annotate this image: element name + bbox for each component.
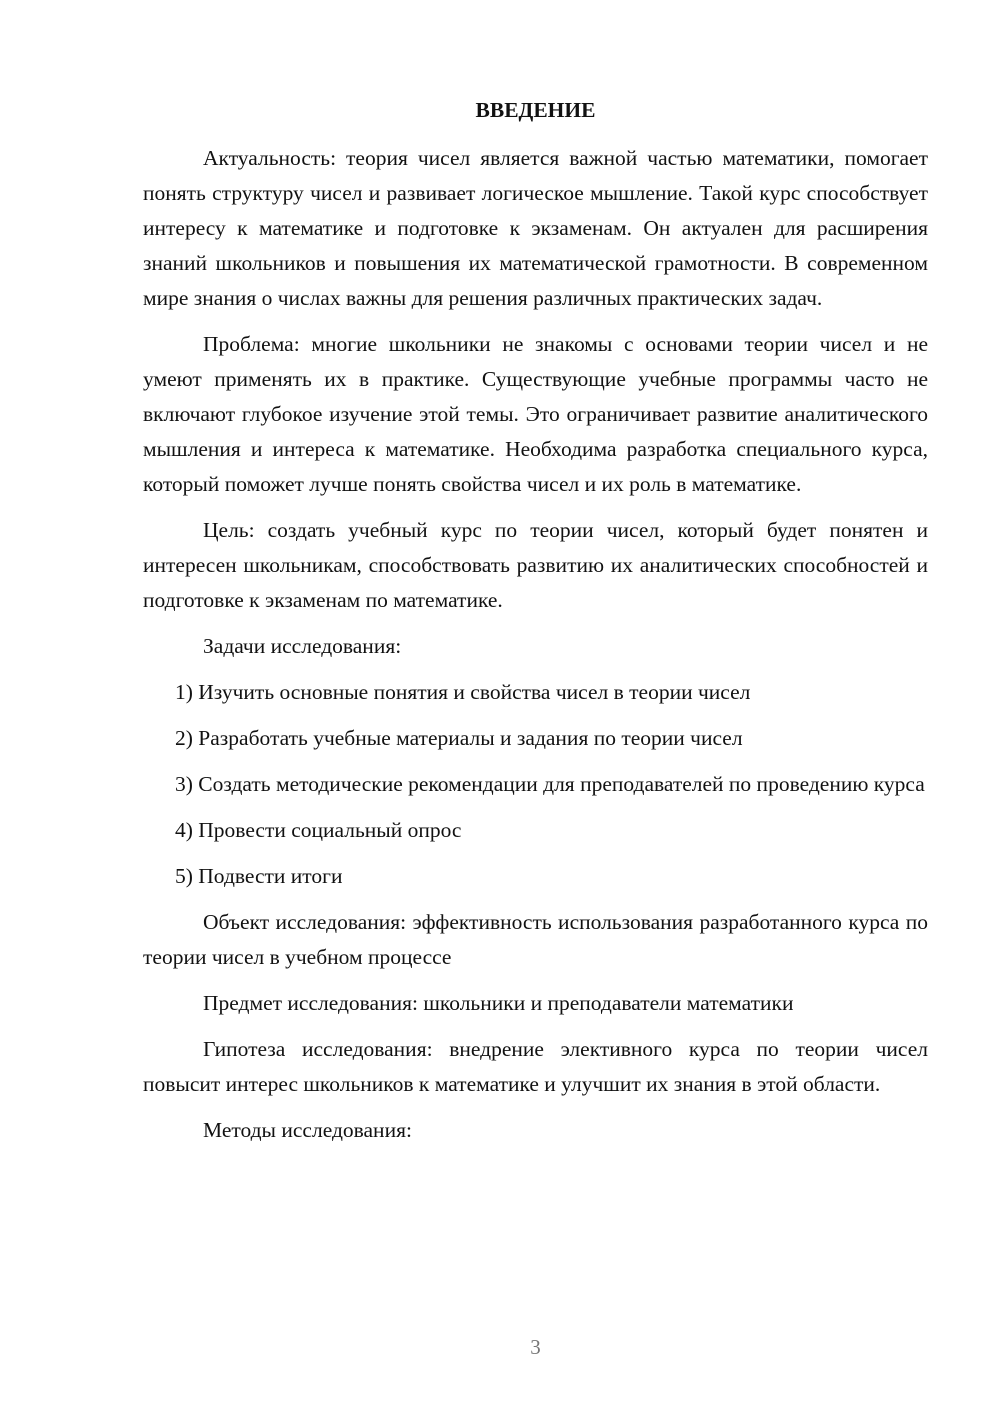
task-item-1: 1) Изучить основные понятия и свойства чисел в теории чисел [175,680,751,704]
task-item-3: 3) Создать методические рекомендации для преподавателей по проведению курса [175,772,925,796]
task-item-4: 4) Провести социальный опрос [175,818,462,842]
paragraph-object: Объект исследования: эффективность использования разработанного курса по теории чисел в учебном процессе [143,910,928,969]
task-item-5: 5) Подвести итоги [175,864,343,888]
paragraph-tasks-heading: Задачи исследования: [203,634,402,658]
task-item-2: 2) Разработать учебные материалы и задания по теории чисел [175,726,743,750]
paragraph-subject: Предмет исследования: школьники и преподаватели математики [203,991,794,1015]
section-title: ВВЕДЕНИЕ [475,98,596,122]
paragraph-goal: Цель: создать учебный курс по теории чисел, который будет понятен и интересен школьникам, способствовать развитию их аналитических способностей и подготовке к экзаменам по математике. [143,518,928,612]
paragraph-hypothesis: Гипотеза исследования: внедрение элективного курса по теории чисел повысит интерес школьников к математике и улучшит их знания в этой области. [143,1037,928,1096]
paragraph-relevance: Актуальность: теория чисел является важной частью математики, помогает понять структуру чисел и развивает логическое мышление. Такой курс способствует интересу к математике и подготовке к экзаменам. Он актуален для расширения знаний школьников и повышения их математической грамотности. В современном мире знания о числах важны для решения различных практических задач. [143,146,928,310]
page-number: 3 [530,1335,541,1359]
paragraph-methods: Методы исследования: [203,1118,412,1142]
document-page [143,90,928,1159]
paragraph-problem: Проблема: многие школьники не знакомы с основами теории чисел и не умеют применять их в практике. Существующие учебные программы часто не включают глубокое изучение этой темы. Это ограничивает развитие аналитического мышления и интереса к математике. Необходима разработка специального курса, который поможет лучше понять свойства чисел и их роль в математике. [143,332,928,496]
